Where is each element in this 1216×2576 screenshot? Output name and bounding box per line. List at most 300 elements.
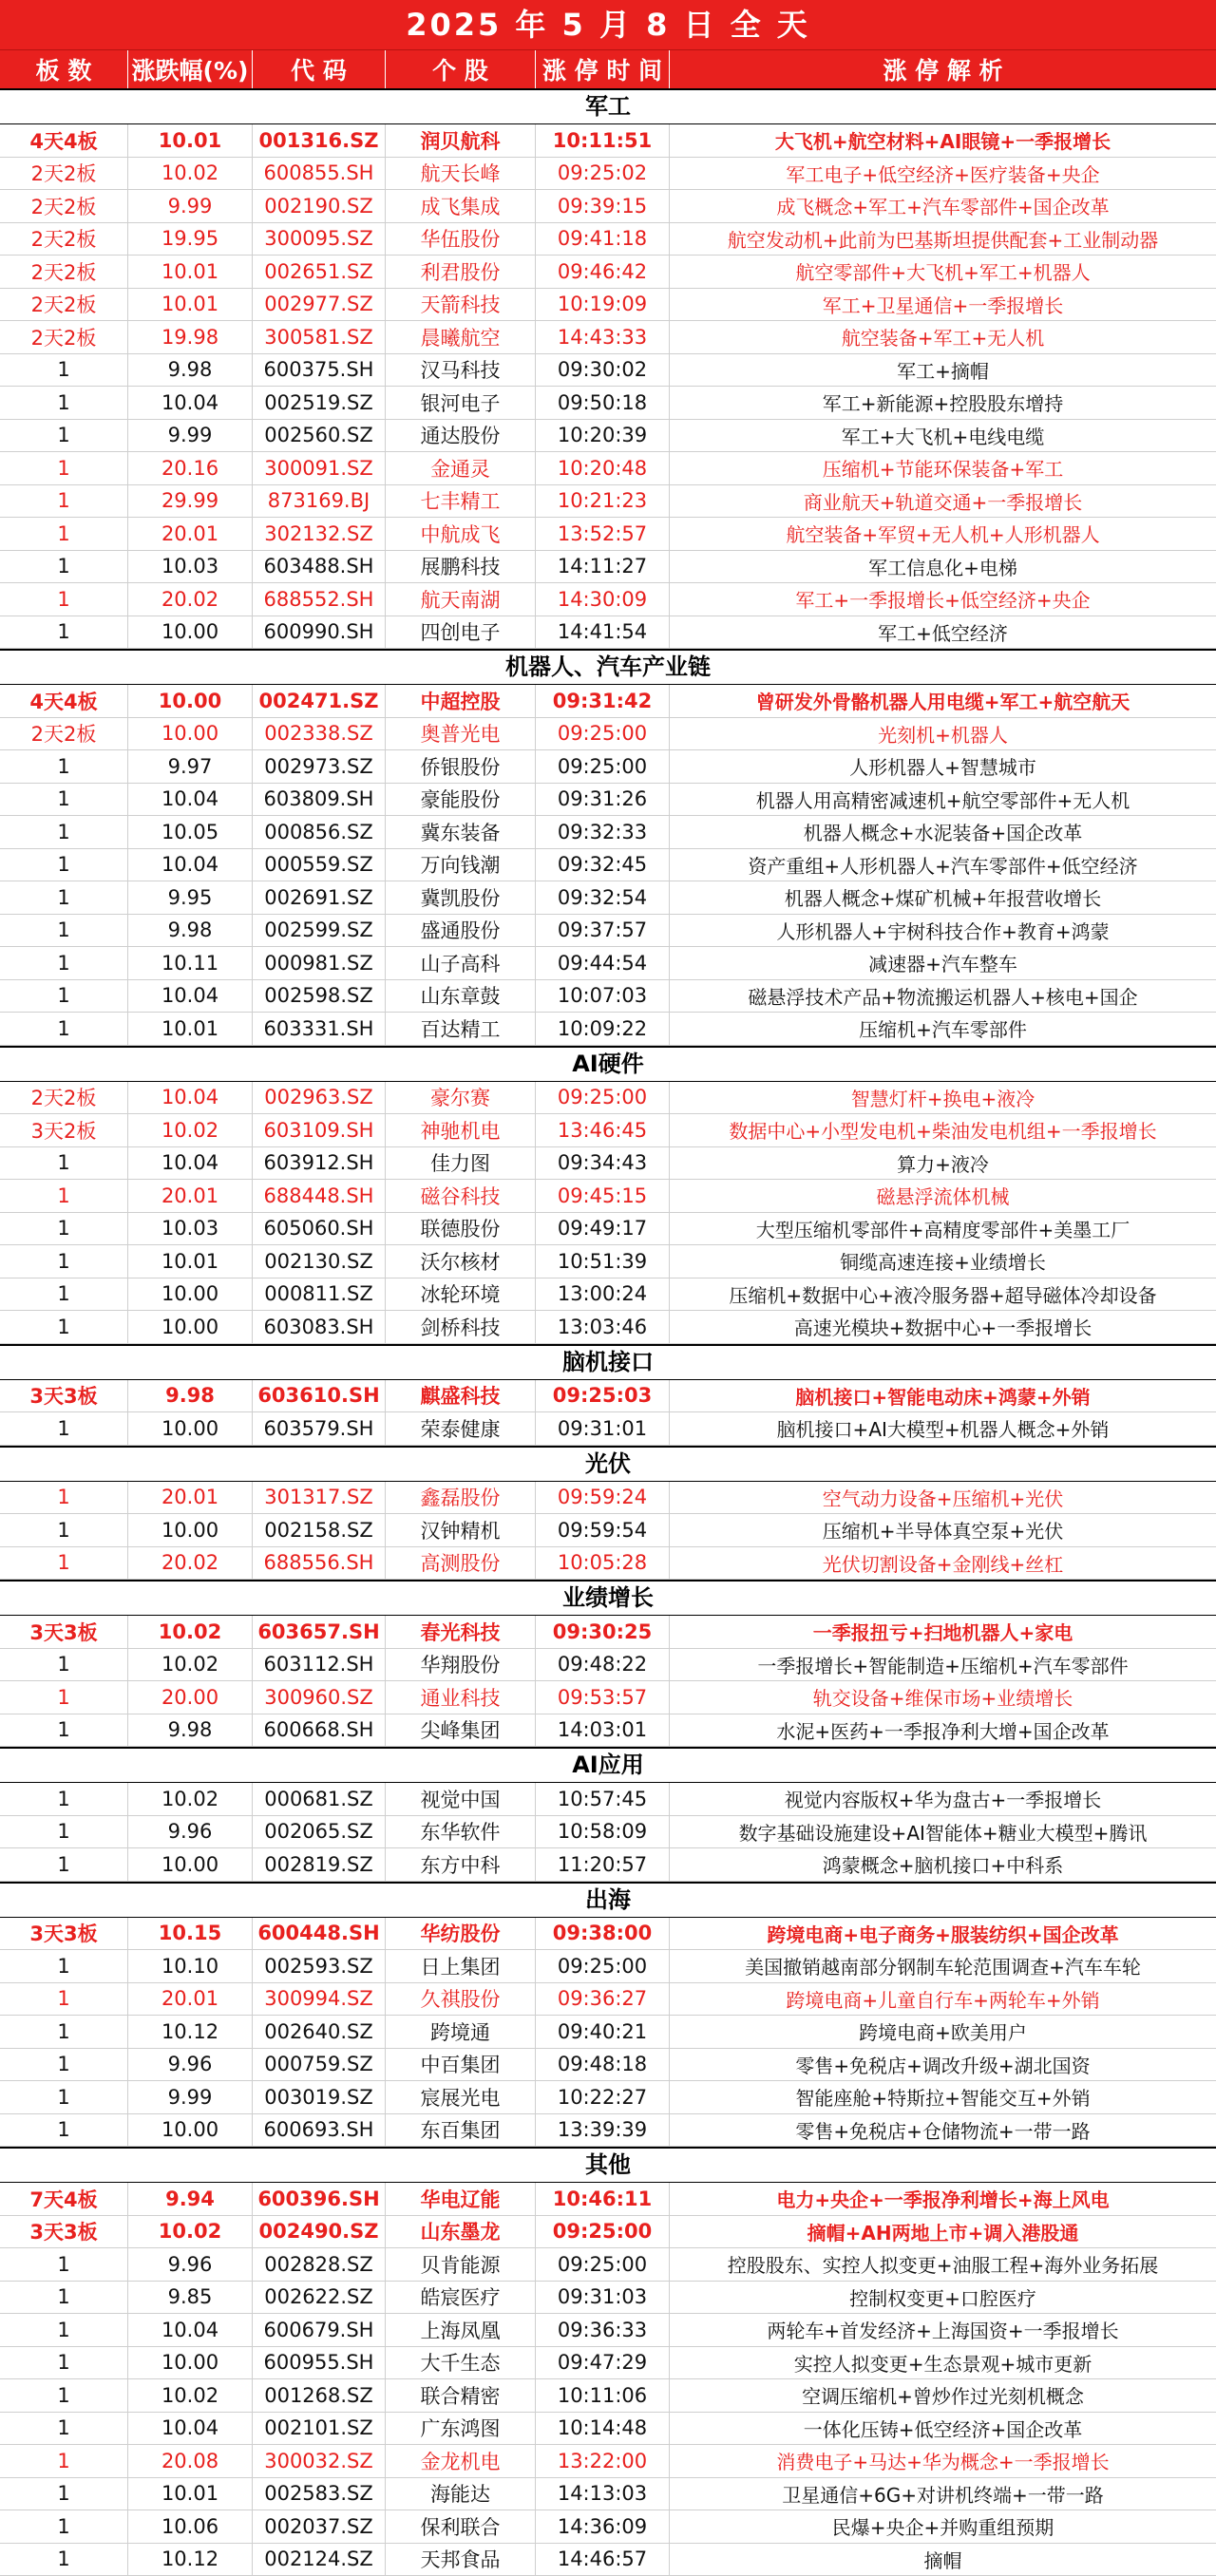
cell-reason: 消费电子+马达+华为概念+一季报增长: [670, 2445, 1216, 2477]
cell-board: 1: [0, 1714, 128, 1747]
cell-reason: 压缩机+节能环保装备+军工: [670, 452, 1216, 484]
cell-code: 002101.SZ: [253, 2413, 386, 2445]
cell-reason: 控制权变更+口腔医疗: [670, 2282, 1216, 2314]
cell-time: 11:20:57: [536, 1848, 670, 1881]
table-row: [0, 518, 1216, 551]
cell-time: 14:43:33: [536, 321, 670, 353]
cell-time: 09:31:01: [536, 1412, 670, 1445]
cell-time: 10:58:09: [536, 1816, 670, 1848]
cell-code: 000759.SZ: [253, 2049, 386, 2081]
table-row: [0, 2282, 1216, 2315]
cell-time: 09:49:17: [536, 1213, 670, 1245]
table-row: [0, 1783, 1216, 1816]
table-row: [0, 1616, 1216, 1649]
cell-board: 1: [0, 354, 128, 387]
cell-change: 10.01: [128, 256, 253, 288]
cell-code: 002560.SZ: [253, 420, 386, 452]
cell-board: 1: [0, 750, 128, 783]
table-row: [0, 2544, 1216, 2576]
cell-board: 1: [0, 1547, 128, 1580]
cell-time: 09:25:00: [536, 1082, 670, 1114]
cell-reason: 数字基础设施建设+AI智能体+糖业大模型+腾讯: [670, 1816, 1216, 1848]
cell-reason: 减速器+汽车整车: [670, 947, 1216, 979]
cell-change: 10.12: [128, 2016, 253, 2048]
table-row: [0, 2049, 1216, 2082]
table-row: [0, 1013, 1216, 1046]
cell-stock: 奥普光电: [386, 718, 536, 750]
cell-code: 603331.SH: [253, 1013, 386, 1045]
table-row: [0, 256, 1216, 289]
cell-time: 10:21:23: [536, 485, 670, 518]
table-row: [0, 1180, 1216, 1213]
cell-code: 302132.SZ: [253, 518, 386, 550]
cell-stock: 万向钱潮: [386, 849, 536, 881]
cell-code: 000811.SZ: [253, 1279, 386, 1311]
cell-stock: 剑桥科技: [386, 1311, 536, 1343]
cell-reason: 军工+低空经济: [670, 616, 1216, 649]
cell-time: 09:34:43: [536, 1147, 670, 1180]
cell-reason: 航空装备+军工+无人机: [670, 321, 1216, 353]
cell-change: 10.04: [128, 1147, 253, 1180]
cell-code: 002130.SZ: [253, 1245, 386, 1278]
cell-stock: 天箭科技: [386, 289, 536, 321]
cell-code: 002158.SZ: [253, 1514, 386, 1546]
cell-board: 1: [0, 816, 128, 848]
cell-time: 09:47:29: [536, 2347, 670, 2379]
cell-stock: 春光科技: [386, 1616, 536, 1648]
cell-change: 10.02: [128, 1783, 253, 1815]
cell-time: 13:22:00: [536, 2445, 670, 2477]
cell-code: 002124.SZ: [253, 2544, 386, 2576]
cell-reason: 军工+大飞机+电线电缆: [670, 420, 1216, 452]
table-row: [0, 980, 1216, 1013]
cell-board: 1: [0, 1213, 128, 1245]
table-row: [0, 849, 1216, 882]
cell-stock: 鑫磊股份: [386, 1482, 536, 1514]
cell-code: 002977.SZ: [253, 289, 386, 321]
cell-board: 3天3板: [0, 1616, 128, 1648]
cell-time: 10:11:51: [536, 124, 670, 157]
cell-board: 1: [0, 2510, 128, 2543]
cell-stock: 东华软件: [386, 1816, 536, 1848]
cell-reason: 视觉内容版权+华为盘古+一季报增长: [670, 1783, 1216, 1815]
cell-code: 002065.SZ: [253, 1816, 386, 1848]
cell-board: 4天4板: [0, 685, 128, 717]
table-row: [0, 354, 1216, 388]
cell-code: 600448.SH: [253, 1918, 386, 1950]
cell-reason: 脑机接口+智能电动床+鸿蒙+外销: [670, 1380, 1216, 1412]
cell-board: 1: [0, 1412, 128, 1445]
cell-board: 1: [0, 2049, 128, 2081]
cell-stock: 上海凤凰: [386, 2314, 536, 2346]
cell-stock: 利君股份: [386, 256, 536, 288]
cell-code: 603112.SH: [253, 1649, 386, 1681]
header-time: 涨 停 时 间: [536, 50, 670, 88]
cell-reason: 军工+新能源+控股股东增持: [670, 387, 1216, 419]
table-row: [0, 1950, 1216, 1983]
cell-board: 1: [0, 616, 128, 649]
cell-time: 13:00:24: [536, 1279, 670, 1311]
cell-change: 20.00: [128, 1681, 253, 1714]
cell-code: 000559.SZ: [253, 849, 386, 881]
cell-change: 10.00: [128, 2347, 253, 2379]
cell-board: 1: [0, 2081, 128, 2113]
cell-reason: 资产重组+人形机器人+汽车零部件+低空经济: [670, 849, 1216, 881]
cell-reason: 曾研发外骨骼机器人用电缆+军工+航空航天: [670, 685, 1216, 717]
cell-reason: 鸿蒙概念+脑机接口+中科系: [670, 1848, 1216, 1881]
cell-code: 001316.SZ: [253, 124, 386, 157]
cell-board: 1: [0, 1180, 128, 1212]
cell-reason: 民爆+央企+并购重组预期: [670, 2510, 1216, 2543]
cell-time: 09:36:33: [536, 2314, 670, 2346]
cell-board: 1: [0, 387, 128, 419]
cell-stock: 大千生态: [386, 2347, 536, 2379]
cell-change: 10.03: [128, 551, 253, 583]
cell-change: 20.01: [128, 1180, 253, 1212]
cell-stock: 联德股份: [386, 1213, 536, 1245]
section-header: 业绩增长: [0, 1580, 1216, 1616]
cell-change: 20.01: [128, 518, 253, 550]
cell-stock: 通业科技: [386, 1681, 536, 1714]
cell-stock: 七丰精工: [386, 485, 536, 518]
cell-stock: 日上集团: [386, 1950, 536, 1982]
cell-board: 1: [0, 1983, 128, 2016]
cell-board: 2天2板: [0, 289, 128, 321]
cell-code: 002640.SZ: [253, 2016, 386, 2048]
cell-stock: 晨曦航空: [386, 321, 536, 353]
cell-change: 10.01: [128, 2478, 253, 2510]
cell-time: 09:25:02: [536, 158, 670, 190]
table-row: [0, 1681, 1216, 1714]
cell-board: 1: [0, 551, 128, 583]
cell-change: 9.94: [128, 2183, 253, 2215]
table-row: [0, 452, 1216, 485]
cell-code: 603610.SH: [253, 1380, 386, 1412]
cell-change: 9.96: [128, 2248, 253, 2281]
cell-code: 300994.SZ: [253, 1983, 386, 2016]
cell-board: 1: [0, 2445, 128, 2477]
cell-reason: 水泥+医药+一季报净利大增+国企改革: [670, 1714, 1216, 1747]
cell-board: 1: [0, 518, 128, 550]
cell-code: 603109.SH: [253, 1114, 386, 1146]
cell-reason: 光伏切割设备+金刚线+丝杠: [670, 1547, 1216, 1580]
cell-stock: 冀东装备: [386, 816, 536, 848]
cell-code: 002490.SZ: [253, 2216, 386, 2248]
cell-board: 1: [0, 1950, 128, 1982]
cell-change: 19.98: [128, 321, 253, 353]
cell-change: 10.04: [128, 849, 253, 881]
cell-change: 19.95: [128, 223, 253, 256]
table-row: [0, 718, 1216, 751]
cell-code: 603657.SH: [253, 1616, 386, 1648]
cell-board: 2天2板: [0, 718, 128, 750]
table-row: [0, 1412, 1216, 1446]
table-row: [0, 124, 1216, 158]
cell-time: 09:31:42: [536, 685, 670, 717]
cell-time: 09:46:42: [536, 256, 670, 288]
table-row: [0, 223, 1216, 256]
cell-change: 10.05: [128, 816, 253, 848]
page-title: 2025 年 5 月 8 日 全 天: [0, 0, 1216, 50]
cell-change: 10.00: [128, 616, 253, 649]
cell-code: 001268.SZ: [253, 2379, 386, 2412]
cell-time: 09:25:03: [536, 1380, 670, 1412]
cell-stock: 东方中科: [386, 1848, 536, 1881]
cell-change: 10.04: [128, 1082, 253, 1114]
cell-time: 14:36:09: [536, 2510, 670, 2543]
cell-change: 10.02: [128, 1114, 253, 1146]
cell-reason: 航空发动机+此前为巴基斯坦提供配套+工业制动器: [670, 223, 1216, 256]
cell-board: 1: [0, 2248, 128, 2281]
cell-board: 1: [0, 1681, 128, 1714]
cell-code: 688448.SH: [253, 1180, 386, 1212]
cell-board: 1: [0, 1649, 128, 1681]
cell-time: 14:46:57: [536, 2544, 670, 2576]
cell-stock: 山东墨龙: [386, 2216, 536, 2248]
cell-board: 2天2板: [0, 190, 128, 222]
cell-stock: 贝肯能源: [386, 2248, 536, 2281]
cell-time: 14:03:01: [536, 1714, 670, 1747]
cell-reason: 数据中心+小型发电机+柴油发电机组+一季报增长: [670, 1114, 1216, 1146]
table-row: [0, 2081, 1216, 2114]
cell-stock: 展鹏科技: [386, 551, 536, 583]
cell-stock: 华翔股份: [386, 1649, 536, 1681]
cell-change: 10.00: [128, 718, 253, 750]
cell-reason: 商业航天+轨道交通+一季报增长: [670, 485, 1216, 518]
cell-change: 10.12: [128, 2544, 253, 2576]
cell-change: 9.99: [128, 420, 253, 452]
section-header: 机器人、汽车产业链: [0, 649, 1216, 685]
cell-change: 10.02: [128, 158, 253, 190]
cell-stock: 中超控股: [386, 685, 536, 717]
cell-code: 688556.SH: [253, 1547, 386, 1580]
cell-change: 10.04: [128, 980, 253, 1013]
table-row: [0, 1514, 1216, 1547]
cell-code: 688552.SH: [253, 583, 386, 616]
cell-board: 1: [0, 2379, 128, 2412]
cell-change: 20.02: [128, 583, 253, 616]
cell-change: 10.15: [128, 1918, 253, 1950]
section-header: 光伏: [0, 1446, 1216, 1482]
table-row: [0, 387, 1216, 420]
cell-board: 1: [0, 1482, 128, 1514]
cell-time: 14:11:27: [536, 551, 670, 583]
cell-code: 605060.SH: [253, 1213, 386, 1245]
cell-change: 20.01: [128, 1482, 253, 1514]
cell-change: 10.00: [128, 1279, 253, 1311]
table-row: [0, 915, 1216, 948]
cell-board: 1: [0, 980, 128, 1013]
cell-board: 1: [0, 881, 128, 914]
cell-stock: 冀凯股份: [386, 881, 536, 914]
cell-reason: 一季报增长+智能制造+压缩机+汽车零部件: [670, 1649, 1216, 1681]
cell-code: 002651.SZ: [253, 256, 386, 288]
cell-time: 09:31:26: [536, 784, 670, 816]
cell-reason: 控股股东、实控人拟变更+油服工程+海外业务拓展: [670, 2248, 1216, 2281]
cell-code: 300095.SZ: [253, 223, 386, 256]
cell-stock: 视觉中国: [386, 1783, 536, 1815]
table-row: [0, 1245, 1216, 1279]
cell-board: 7天4板: [0, 2183, 128, 2215]
cell-code: 002819.SZ: [253, 1848, 386, 1881]
cell-reason: 电力+央企+一季报净利增长+海上风电: [670, 2183, 1216, 2215]
cell-code: 002583.SZ: [253, 2478, 386, 2510]
cell-code: 600668.SH: [253, 1714, 386, 1747]
table-row: [0, 158, 1216, 191]
cell-stock: 百达精工: [386, 1013, 536, 1045]
cell-change: 10.02: [128, 2216, 253, 2248]
cell-board: 1: [0, 2478, 128, 2510]
cell-reason: 跨境电商+电子商务+服装纺织+国企改革: [670, 1918, 1216, 1950]
table-row: [0, 2216, 1216, 2249]
cell-board: 3天3板: [0, 1918, 128, 1950]
cell-stock: 山东章鼓: [386, 980, 536, 1013]
cell-stock: 通达股份: [386, 420, 536, 452]
cell-time: 09:36:27: [536, 1983, 670, 2016]
cell-board: 3天3板: [0, 1380, 128, 1412]
cell-change: 10.01: [128, 289, 253, 321]
cell-change: 9.96: [128, 2049, 253, 2081]
cell-reason: 人形机器人+智慧城市: [670, 750, 1216, 783]
cell-time: 10:57:45: [536, 1783, 670, 1815]
header-row: [0, 50, 1216, 88]
cell-code: 300581.SZ: [253, 321, 386, 353]
cell-reason: 机器人概念+煤矿机械+年报营收增长: [670, 881, 1216, 914]
cell-stock: 广东鸿图: [386, 2413, 536, 2445]
cell-code: 002691.SZ: [253, 881, 386, 914]
cell-reason: 一体化压铸+低空经济+国企改革: [670, 2413, 1216, 2445]
cell-code: 002338.SZ: [253, 718, 386, 750]
cell-change: 10.02: [128, 1649, 253, 1681]
cell-time: 13:52:57: [536, 518, 670, 550]
cell-reason: 智慧灯杆+换电+液冷: [670, 1082, 1216, 1114]
cell-code: 300032.SZ: [253, 2445, 386, 2477]
cell-time: 09:25:00: [536, 2248, 670, 2281]
table-row: [0, 190, 1216, 223]
cell-board: 4天4板: [0, 124, 128, 157]
cell-reason: 磁悬浮技术产品+物流搬运机器人+核电+国企: [670, 980, 1216, 1013]
cell-reason: 压缩机+半导体真空泵+光伏: [670, 1514, 1216, 1546]
cell-code: 002973.SZ: [253, 750, 386, 783]
cell-code: 300960.SZ: [253, 1681, 386, 1714]
cell-board: 1: [0, 849, 128, 881]
cell-time: 10:05:28: [536, 1547, 670, 1580]
table-row: [0, 420, 1216, 453]
cell-time: 10:11:06: [536, 2379, 670, 2412]
cell-code: 600855.SH: [253, 158, 386, 190]
cell-reason: 摘帽+AH两地上市+调入港股通: [670, 2216, 1216, 2248]
table-row: [0, 2445, 1216, 2478]
cell-stock: 佳力图: [386, 1147, 536, 1180]
cell-change: 10.00: [128, 1514, 253, 1546]
cell-change: 10.00: [128, 1311, 253, 1343]
cell-stock: 宸展光电: [386, 2081, 536, 2113]
table-row: [0, 321, 1216, 354]
cell-board: 1: [0, 452, 128, 484]
section-header: 脑机接口: [0, 1344, 1216, 1380]
cell-board: 1: [0, 784, 128, 816]
cell-time: 09:25:00: [536, 1950, 670, 1982]
cell-stock: 山子高科: [386, 947, 536, 979]
cell-change: 10.00: [128, 1848, 253, 1881]
cell-time: 09:32:45: [536, 849, 670, 881]
cell-code: 000681.SZ: [253, 1783, 386, 1815]
cell-board: 2天2板: [0, 1082, 128, 1114]
table-row: [0, 1213, 1216, 1246]
cell-time: 13:46:45: [536, 1114, 670, 1146]
table-row: [0, 1114, 1216, 1147]
cell-reason: 空气动力设备+压缩机+光伏: [670, 1482, 1216, 1514]
cell-board: 1: [0, 915, 128, 947]
table-row: [0, 881, 1216, 915]
cell-code: 002037.SZ: [253, 2510, 386, 2543]
table-row: [0, 1082, 1216, 1115]
cell-board: 1: [0, 1013, 128, 1045]
cell-change: 10.00: [128, 1412, 253, 1445]
cell-change: 9.98: [128, 1714, 253, 1747]
table-row: [0, 750, 1216, 784]
cell-stock: 金通灵: [386, 452, 536, 484]
cell-stock: 四创电子: [386, 616, 536, 649]
cell-board: 1: [0, 2282, 128, 2314]
cell-time: 09:45:15: [536, 1180, 670, 1212]
cell-code: 002471.SZ: [253, 685, 386, 717]
cell-stock: 成飞集成: [386, 190, 536, 222]
cell-reason: 智能座舱+特斯拉+智能交互+外销: [670, 2081, 1216, 2113]
cell-code: 603083.SH: [253, 1311, 386, 1343]
table-row: [0, 1816, 1216, 1849]
cell-board: 1: [0, 1816, 128, 1848]
cell-stock: 久祺股份: [386, 1983, 536, 2016]
cell-time: 10:07:03: [536, 980, 670, 1013]
cell-time: 10:09:22: [536, 1013, 670, 1045]
header-code: 代 码: [253, 50, 386, 88]
cell-time: 09:25:00: [536, 2216, 670, 2248]
cell-code: 600375.SH: [253, 354, 386, 387]
table-row: [0, 2379, 1216, 2413]
table-row: [0, 685, 1216, 718]
cell-change: 10.01: [128, 1013, 253, 1045]
cell-board: 2天2板: [0, 256, 128, 288]
table-row: [0, 1649, 1216, 1682]
cell-time: 10:51:39: [536, 1245, 670, 1278]
cell-time: 10:14:48: [536, 2413, 670, 2445]
cell-reason: 大型压缩机零部件+高精度零部件+美墨工厂: [670, 1213, 1216, 1245]
cell-reason: 机器人概念+水泥装备+国企改革: [670, 816, 1216, 848]
cell-stock: 侨银股份: [386, 750, 536, 783]
cell-reason: 光刻机+机器人: [670, 718, 1216, 750]
cell-code: 600693.SH: [253, 2114, 386, 2147]
table-row: [0, 551, 1216, 584]
cell-code: 002519.SZ: [253, 387, 386, 419]
cell-code: 600955.SH: [253, 2347, 386, 2379]
cell-change: 10.06: [128, 2510, 253, 2543]
table-row: [0, 2478, 1216, 2511]
cell-time: 09:30:02: [536, 354, 670, 387]
cell-reason: 轨交设备+维保市场+业绩增长: [670, 1681, 1216, 1714]
cell-time: 14:41:54: [536, 616, 670, 649]
cell-reason: 军工+一季报增长+低空经济+央企: [670, 583, 1216, 616]
cell-stock: 豪能股份: [386, 784, 536, 816]
cell-board: 1: [0, 2544, 128, 2576]
cell-stock: 汉马科技: [386, 354, 536, 387]
cell-code: 603912.SH: [253, 1147, 386, 1180]
cell-change: 9.99: [128, 2081, 253, 2113]
cell-stock: 盛通股份: [386, 915, 536, 947]
cell-change: 10.10: [128, 1950, 253, 1982]
cell-reason: 压缩机+数据中心+液冷服务器+超导磁体冷却设备: [670, 1279, 1216, 1311]
cell-stock: 荣泰健康: [386, 1412, 536, 1445]
